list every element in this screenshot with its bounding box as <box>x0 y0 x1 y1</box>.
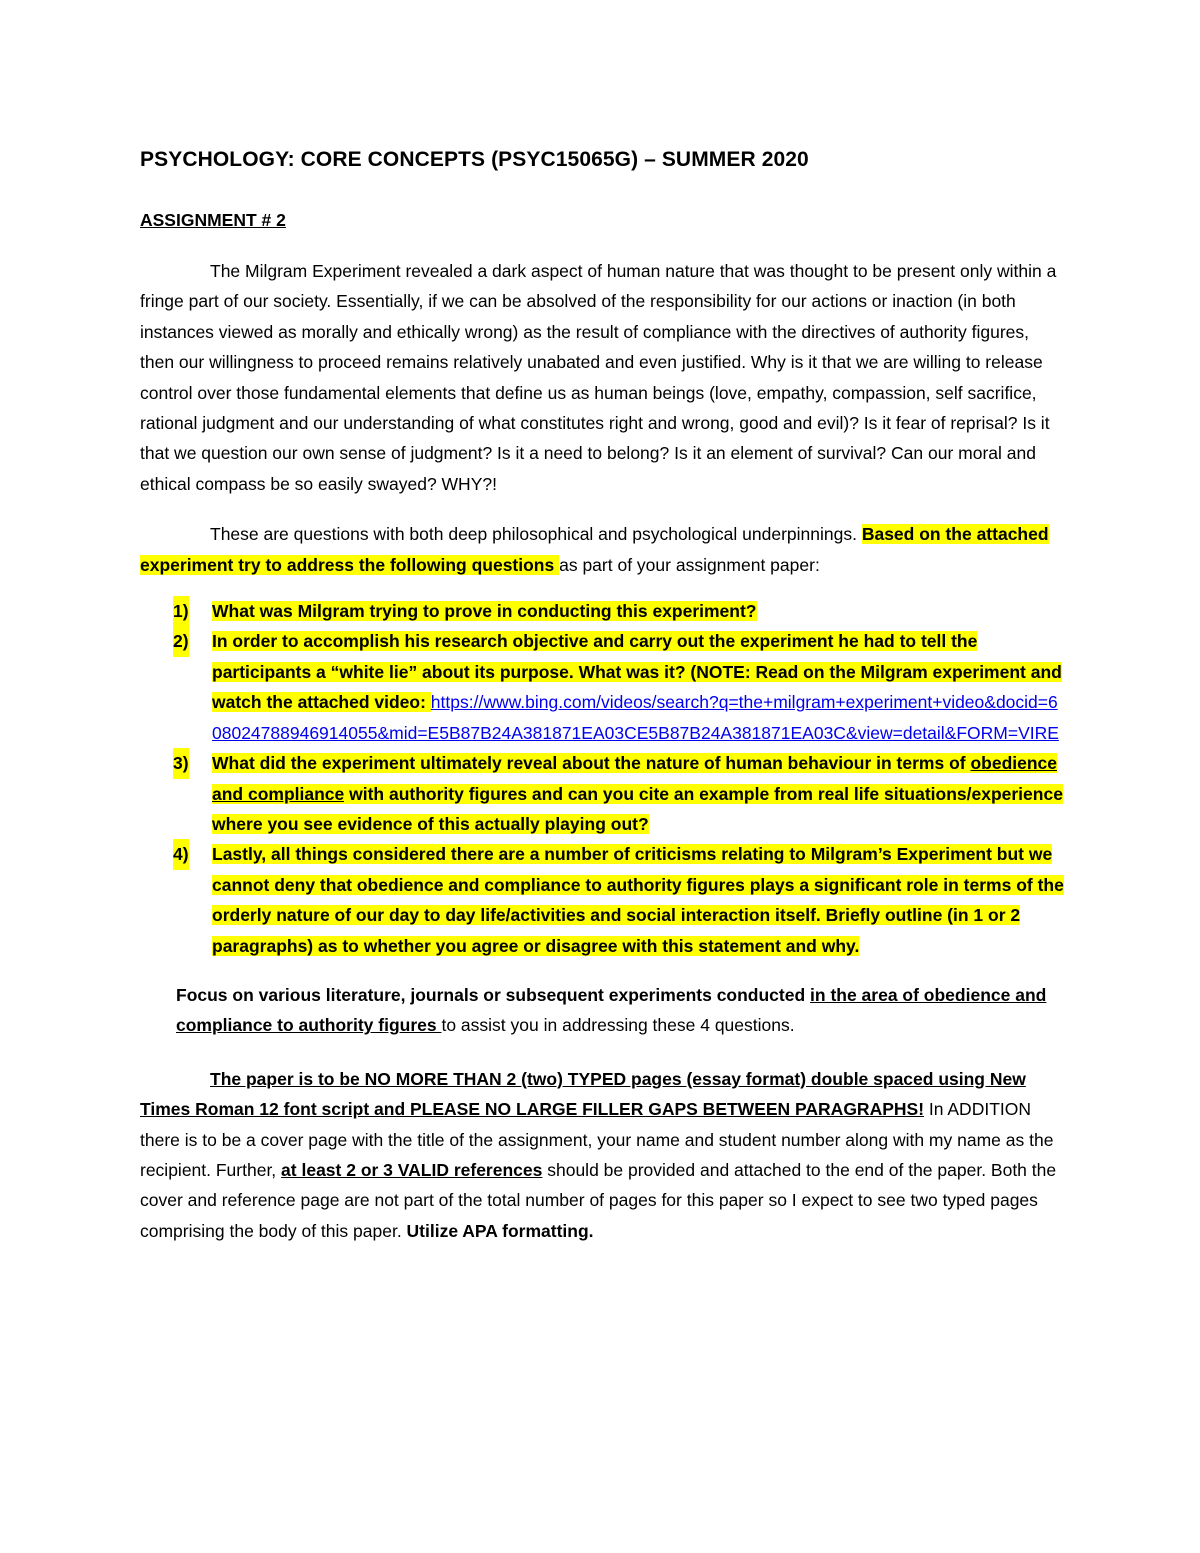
question-item <box>140 596 1065 626</box>
question-text: with authority figures and can you cite an example from real life situations/experience where you see evidence of this actually playing out? <box>212 783 1063 834</box>
question-item <box>140 626 1065 748</box>
question-item <box>140 748 1065 839</box>
assignment-heading: ASSIGNMENT # 2 <box>140 210 286 230</box>
question-text: In order to accomplish his research objective and carry out the experiment he had to tell the participants a “white lie” about its purpose. What was it? (NOTE: Read on the Milgram experiment and watch the attached video: <box>212 631 1062 713</box>
question-item <box>140 839 1065 961</box>
apa-requirement: Utilize APA formatting. <box>406 1220 594 1241</box>
requirements-text: should be provided and attached to the end of the paper. Both the cover and reference page are not part of the total number of pages for this paper so I expect to see two typed pages comprising the body of this paper. <box>140 1159 1057 1241</box>
question-number: 2) <box>173 626 189 656</box>
question-text: Lastly, all things considered there are a number of criticisms relating to Milgram’s Experiment but we cannot deny that obedience and compliance to authority figures plays a significant role in terms of the orderly nature of our day to day life/activities and social interaction itself. Briefly outline (in 1 or 2 paragraphs) as to whether you agree or disagree with this statement and why. <box>212 844 1064 956</box>
question-number: 1) <box>173 596 189 626</box>
question-text: What was Milgram trying to prove in conducting this experiment? <box>212 601 757 622</box>
requirements-paragraph <box>140 1064 1065 1246</box>
focus-text-end: to assist you in addressing these 4 questions. <box>441 1015 795 1036</box>
video-link[interactable]: https://www.bing.com/videos/search?q=the+milgram+experiment+video&docid=608024788946914055&mid=E5B87B24A381871EA03CE5B87B24A381871EA03C&view=detail&FORM=VIRE <box>212 692 1059 743</box>
focus-paragraph <box>140 980 1065 1041</box>
document-body <box>140 145 1065 1246</box>
requirements-text: In ADDITION there is to be a cover page with the title of the assignment, your name and student number along with my name as the recipient. Further, <box>140 1099 1054 1180</box>
question-text-underlined: obedience and compliance <box>212 753 1058 804</box>
course-title: PSYCHOLOGY: CORE CONCEPTS (PSYC15065G) – SUMMER 2020 <box>140 148 809 171</box>
focus-text-bold: Focus on various literature, journals or subsequent experiments conducted <box>176 984 811 1005</box>
instructions-highlight: Based on the attached experiment try to address the following questions <box>140 524 1049 575</box>
question-number: 4) <box>173 839 189 869</box>
instructions-paragraph <box>140 519 1065 580</box>
question-number: 3) <box>173 748 189 778</box>
requirements-emphasis: The paper is to be NO MORE THAN 2 (two) TYPED pages (essay format) double spaced using New Times Roman 12 font script and PLEASE NO LARGE FILLER GAPS BETWEEN PARAGRAPHS! <box>140 1068 1026 1120</box>
instructions-text: These are questions with both deep philosophical and psychological underpinnings. <box>210 524 862 545</box>
question-text: What did the experiment ultimately reveal about the nature of human behaviour in terms of <box>212 753 971 774</box>
question-list <box>140 596 1065 961</box>
intro-paragraph: The Milgram Experiment revealed a dark aspect of human nature that was thought to be present only within a fringe part of our society. Essentially, if we can be absolved of the responsibility for our actions or inaction (in both instances viewed as morally and ethically wrong) as the result of compliance with the directives of authority figures, then our willingness to proceed remains relatively unabated and even justified. Why is it that we are willing to release control over those fundamental elements that define us as human beings (love, empathy, compassion, self sacrifice, rational judgment and our understanding of what constitutes right and wrong, good and evil)? Is it fear of reprisal? Is it that we question our own sense of judgment? Is it a need to belong? Is it an element of survival? Can our moral and ethical compass be so easily swayed? WHY?! <box>140 261 1057 494</box>
references-requirement: at least 2 or 3 VALID references <box>281 1159 543 1180</box>
focus-text-underlined: in the area of obedience and compliance to authority figures <box>176 984 1047 1036</box>
instructions-text-end: as part of your assignment paper: <box>559 554 820 575</box>
